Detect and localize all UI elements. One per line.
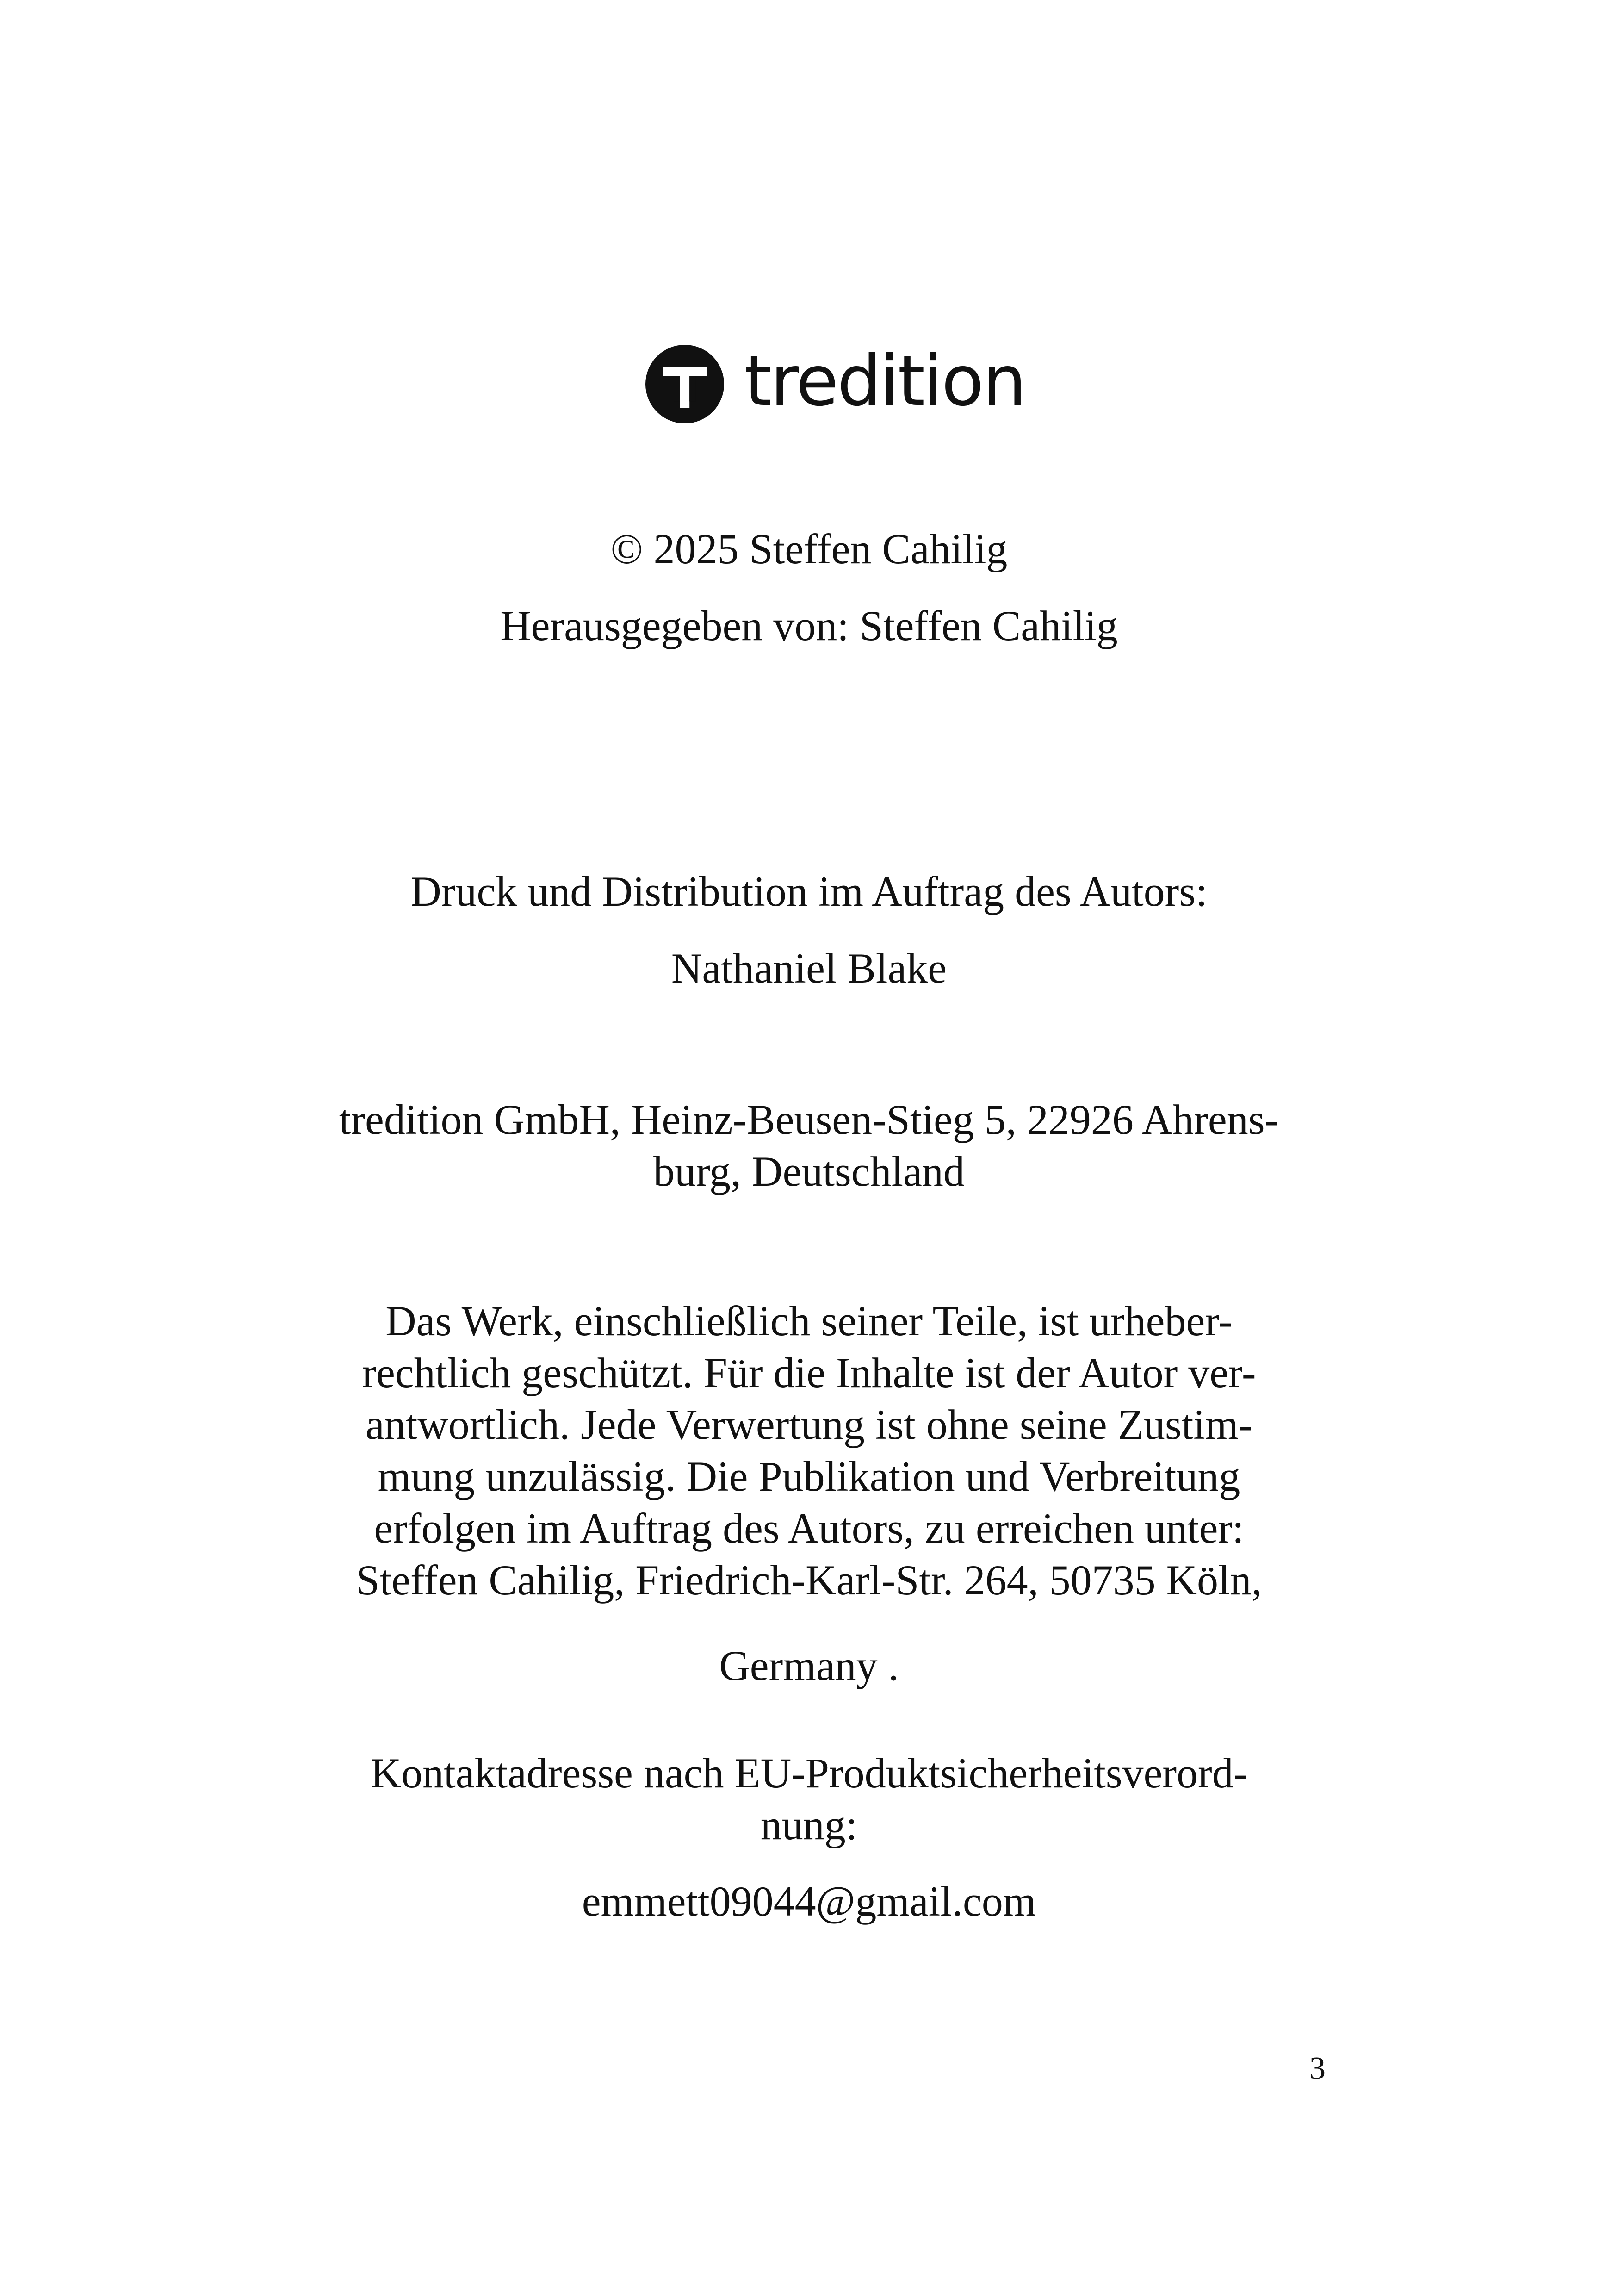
eu-contact [0,1747,1618,1851]
legal-notice-line: Das Werk, einschließlich seiner Teile, ist urheber- [385,1297,1233,1344]
publisher-address-line: tredition GmbH, Heinz-Beusen-Stieg 5, 22926 Ahrens- [339,1096,1279,1143]
legal-notice-line: Steffen Cahilig, Friedrich-Karl-Str. 264, 50735 Köln, [356,1556,1262,1604]
legal-notice [0,1295,1618,1606]
eu-contact-label-line: nung: [760,1801,858,1848]
publisher-logo [645,342,1025,426]
published-by-line: Herausgegeben von: Steffen Cahilig [500,602,1118,649]
publisher-address-line: burg, Deutschland [653,1148,965,1195]
legal-notice-country: Germany . [719,1642,899,1689]
logo-wordmark: tredition [744,341,1025,422]
legal-notice-line: erfolgen im Auftrag des Autors, zu erreichen unter: [374,1505,1244,1552]
print-distribution-label: Druck und Distribution im Auftrag des Autors: [410,868,1208,915]
eu-contact-label-line: Kontaktadresse nach EU-Produktsicherheitsverord- [370,1749,1248,1797]
contact-email: emmett09044@gmail.com [582,1878,1036,1925]
legal-notice-line: antwortlich. Jede Verwertung ist ohne seine Zustim- [365,1401,1253,1448]
legal-notice-line: mung unzulässig. Die Publikation und Verbreitung [378,1453,1240,1500]
publisher-address [0,1094,1618,1197]
tredition-logo-icon [645,345,724,423]
print-distribution-name: Nathaniel Blake [671,945,947,992]
page-number: 3 [1309,2051,1326,2086]
legal-notice-line: rechtlich geschützt. Für die Inhalte ist der Autor ver- [362,1349,1256,1396]
copyright-line: © 2025 Steffen Cahilig [610,525,1008,572]
